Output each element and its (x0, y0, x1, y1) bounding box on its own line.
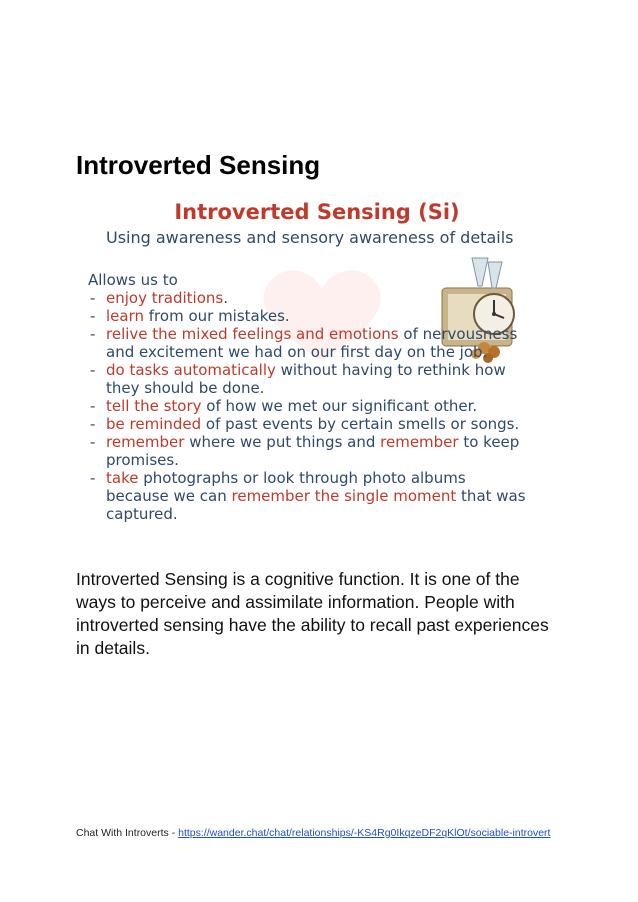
body-paragraph: Introverted Sensing is a cognitive function. It is one of the ways to perceive and assimilate information. People with introverted sensing have the ability to recall past experiences in details. (76, 569, 549, 658)
figure-subtitle: Using awareness and sensory awareness of details (106, 228, 514, 247)
infographic-figure (72, 196, 562, 556)
abilities-list (90, 289, 530, 523)
figure-title: Introverted Sensing (Si) (174, 200, 460, 224)
list-item: - relive the mixed feelings and emotions of nervousness and excitement we had on our first day on the job. (90, 325, 518, 361)
list-item: - do tasks automatically without having to rethink how they should be done. (90, 361, 506, 397)
page-title: Introverted Sensing (76, 150, 321, 180)
list-item: - be reminded of past events by certain smells or songs. (90, 415, 520, 433)
footer (76, 826, 556, 841)
footer-prefix: Chat With Introverts - (76, 827, 179, 839)
list-item: - take photographs or look through photo albums because we can remember the single moment that was captured. (90, 469, 526, 523)
list-item: - remember where we put things and remember to keep promises. (90, 433, 520, 469)
list-item: - enjoy traditions. (90, 289, 228, 307)
list-item: - learn from our mistakes. (90, 307, 290, 325)
source-link[interactable]: https://wander.chat/chat/relationships/-KS4Rg0IkqzeDF2qKlOt/sociable-introvert (178, 827, 551, 839)
figure-intro: Allows us to (88, 271, 178, 289)
list-item: - tell the story of how we met our significant other. (90, 397, 478, 415)
